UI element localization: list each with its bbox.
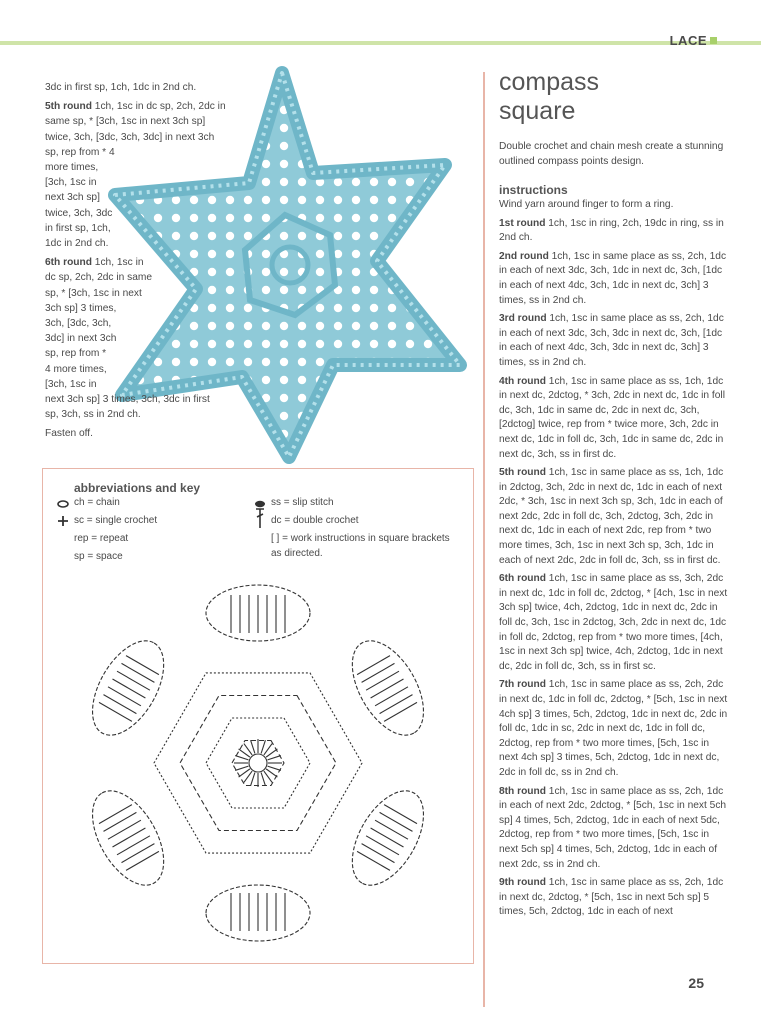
text-line: more times,: [45, 162, 99, 174]
abbr-ch: ch = chain: [74, 497, 120, 508]
abbreviations-title: abbreviations and key: [74, 481, 201, 495]
text-line: [3ch, 1sc in: [45, 378, 97, 390]
column-divider: [483, 72, 485, 1007]
crochet-chart-diagram: [48, 573, 468, 958]
rounds-list: [499, 217, 731, 920]
text-line: same sp, * [3ch, 1sc in next 3ch sp]: [45, 116, 206, 128]
foundation-text: Wind yarn around finger to form a ring.: [499, 199, 674, 210]
round-label: 7th round: [499, 679, 546, 691]
text-line: 1dc in 2nd ch.: [45, 238, 109, 250]
text-line: next 3ch sp]: [45, 192, 100, 204]
round-label: 5th round: [499, 467, 546, 479]
round-instruction: 6th round 1ch, 1sc in same place as ss, 3ch, 2dc in next dc, 1dc in foll dc, 2dctog, * [4ch, 1sc in next 3ch sp] twice, 4ch, 2dctog, 1dc in next dc, 2dc in foll dc, 3ch, 1sc in 2dctog, 3ch, 2dc in next dc, 1dc in foll dc, 2dctog, rep from * two more times, [4ch, 1sc in next 3ch sp] twice, 4ch, 2dctog, 1dc in next dc, 2dc in foll dc, 3ch, ss in first sc.: [499, 573, 728, 672]
abbr-sp: sp = space: [74, 551, 123, 562]
text-line: in first sp, 1ch,: [45, 222, 111, 234]
round-instruction: 4th round 1ch, 1sc in same place as ss, 1ch, 1dc in next dc, 2dctog, * 3ch, 2dc in next dc, 1dc in foll dc, 3ch, 1dc in same dc, 2dc in next dc, 3ch, [2dctog] twice, rep from * twice more, 3ch, 2dc in next dc, 1dc in foll dc, 3ch, 1dc in same dc, 2dc in next dc, 3ch, ss in first dc.: [499, 375, 725, 460]
abbr-ss: ss = slip stitch: [271, 497, 334, 508]
page-title: compass square: [499, 68, 600, 125]
round-label: 6th round: [499, 573, 546, 585]
round-label: 9th round: [499, 877, 546, 889]
text-line: dc sp, 2ch, 2dc in same: [45, 272, 153, 284]
round-label: 3rd round: [499, 313, 547, 325]
text-line: twice, 3ch, [3dc, 3ch, 3dc] in next 3ch: [45, 131, 215, 143]
round-instruction: 3rd round 1ch, 1sc in same place as ss, 2ch, 1dc in each of next 3dc, 3ch, 3dc in next dc, 3ch, [1dc in each of next 4dc, 3ch, 3dc in next dc, 3ch] 3 times, ss in 2nd ch.: [499, 313, 724, 368]
abbr-brackets: [ ] = work instructions in square brackets: [271, 533, 450, 544]
round-label: 6th round: [45, 257, 92, 269]
text-line: 3dc] in next 3ch: [45, 333, 117, 345]
round-instruction: 2nd round 1ch, 1sc in same place as ss, 2ch, 1dc in each of next 3dc, 3ch, 1dc in next dc, 3ch, [1dc in each of next 4dc, 3ch, 1dc in next dc, 3ch] 3 times, ss in 2nd ch.: [499, 250, 727, 306]
chain-symbol-icon: [57, 499, 69, 509]
text-line: sp, * [3ch, 1sc in next: [45, 287, 142, 299]
text-line: 5th round 1ch, 1sc in dc sp, 2ch, 2dc in: [45, 101, 226, 113]
text-line: sp, rep from *: [45, 348, 107, 360]
single-crochet-symbol-icon: [57, 515, 69, 527]
text-line: sp, rep from * 4: [45, 146, 115, 158]
intro-text: Double crochet and chain mesh create a stunning outlined compass points design.: [499, 141, 724, 168]
round-instruction: 7th round 1ch, 1sc in same place as ss, 2ch, 2dc in next dc, 1dc in foll dc, 2dctog, * [5ch, 1sc in next 4ch sp] 3 times, 5ch, 2dctog, 1dc in next dc, 2dc in foll dc, 1dc in sc, 2dc in next dc, 1dc in foll dc, 2dctog, rep from * two more times, [5ch, 1sc in next 4ch sp] 3 times, 5ch, 2dctog, 1dc in next dc, 2dc in foll dc, ss in 2nd ch.: [499, 679, 728, 778]
header-rule: [0, 41, 761, 45]
abbr-sc: sc = single crochet: [74, 515, 158, 526]
round-instruction: 5th round 1ch, 1sc in same place as ss, 1ch, 1dc in 2dctog, 3ch, 2dc in next dc, 1dc in each of next 2dc, * 3ch, 1sc in next 3ch sp, 3ch, 1dc in each of next 2dc, 2dc in foll dc, 3ch, 2dctog, 3ch, 2dc in next dc, 1dc in each of next 2dc, rep from * two more times, 3ch, 1sc in next 3ch sp, 3ch, 1dc in each of next 2dc, 2dc in foll dc, 3ch, ss in first dc.: [499, 467, 724, 566]
double-crochet-symbol-icon: [254, 507, 266, 529]
fasten-off-text: Fasten off.: [45, 428, 93, 440]
text-line: 3dc in first sp, 1ch, 1dc in 2nd ch.: [45, 82, 197, 93]
instructions-heading: instructions: [499, 183, 568, 197]
left-column-text: [45, 80, 275, 442]
abbr-rep: rep = repeat: [74, 533, 129, 544]
round-instruction: 9th round 1ch, 1sc in same place as ss, 2ch, 1dc in next dc, 2dctog, * [5ch, 1sc in next 5ch sp] 5 times, 5ch, 2dctog, 1dc in each of next: [499, 877, 724, 918]
section-marker-icon: [710, 37, 717, 44]
text-line: 6th round 1ch, 1sc in: [45, 257, 144, 269]
round-label: 5th round: [45, 101, 92, 113]
page-number: 25: [688, 975, 704, 991]
text-line: 3ch, [3dc, 3ch,: [45, 318, 112, 330]
text-line: 3ch sp] 3 times,: [45, 302, 117, 314]
abbr-brackets-cont: as directed.: [271, 548, 323, 559]
round-instruction: 8th round 1ch, 1sc in same place as ss, 2ch, 1dc in each of next 2dc, 2dctog, * [5ch, 1sc in next 5ch sp] 4 times, 5ch, 2dctog, 1dc in each of next 5dc, 2dctog, rep from * two more times, [5ch, 1sc in next 5ch sp] 4 times, 5ch, 2dctog, 1dc in each of next 2dc, ss in 2nd ch.: [499, 785, 727, 870]
text-line: [3ch, 1sc in: [45, 177, 97, 189]
round-instruction: 1st round 1ch, 1sc in ring, 2ch, 19dc in ring, ss in 2nd ch.: [499, 217, 724, 244]
instructions-body: [499, 198, 731, 924]
text-line: next 3ch sp] 3 times, 3ch, 3dc in first: [45, 394, 210, 406]
abbr-dc: dc = double crochet: [271, 515, 359, 526]
round-label: 4th round: [499, 375, 546, 387]
text-line: 4 more times,: [45, 363, 107, 375]
round-label: 2nd round: [499, 250, 549, 262]
round-label: 1st round: [499, 217, 546, 229]
text-line: sp, 3ch, ss in 2nd ch.: [45, 409, 141, 421]
section-heading: LACE: [669, 33, 707, 48]
round-label: 8th round: [499, 785, 546, 797]
text-line: twice, 3ch, 3dc: [45, 207, 113, 219]
